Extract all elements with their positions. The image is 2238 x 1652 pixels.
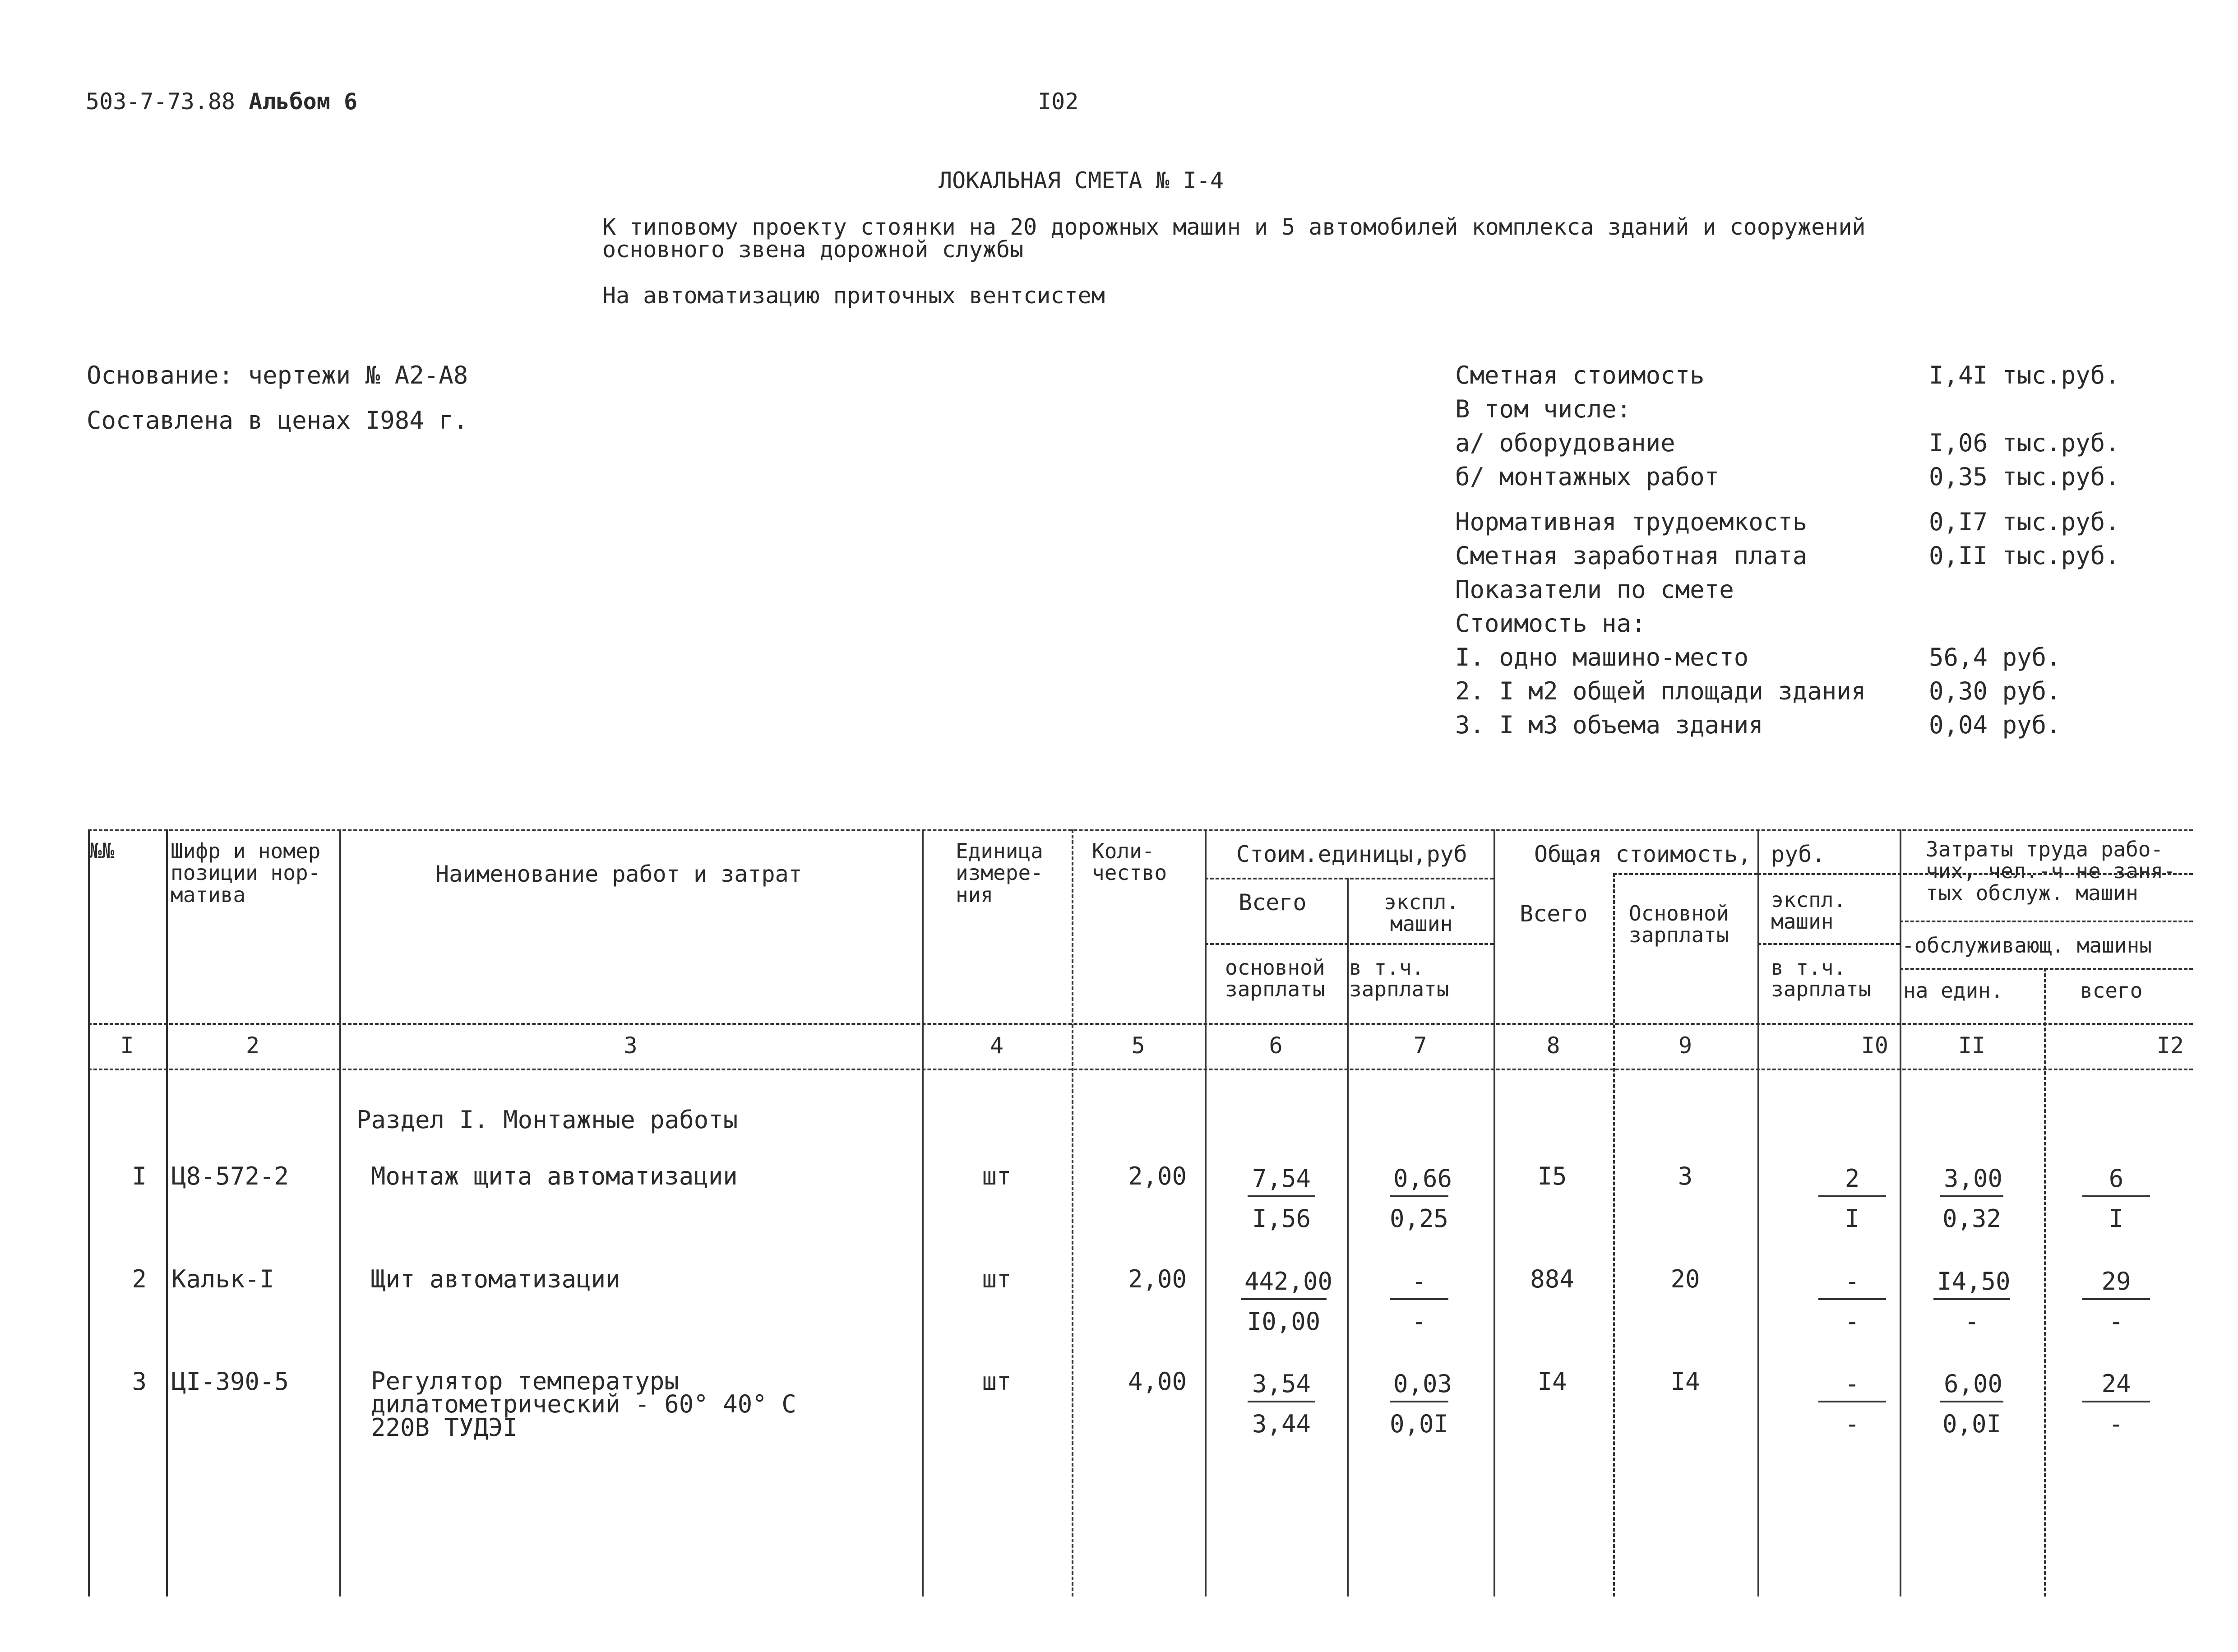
col-number: I2	[2156, 1032, 2184, 1059]
row-unit-expl: $\frac{0,66}{0,25}$	[1390, 1164, 1452, 1233]
summary-value: 0,35 тыс.руб.	[1929, 463, 2120, 491]
col-header-unit-cost: Стоим.единицы,руб	[1236, 841, 1467, 867]
row-total-expl: - -	[1818, 1370, 1886, 1438]
summary-label: Сметная стоимость	[1455, 361, 1705, 389]
table-rule-top	[88, 829, 2193, 831]
col-number: 8	[1546, 1032, 1560, 1059]
row-total-expl: $\frac{2}{I}$	[1818, 1164, 1886, 1233]
row-unit-cost: $\frac{3,54}{3,44}$	[1248, 1370, 1315, 1438]
row-unit-cost: $\frac{442,00}{I0,00}$	[1241, 1267, 1327, 1336]
summary-value: I,4I тыс.руб.	[1929, 361, 2120, 389]
row-name: Монтаж щита автоматизации	[371, 1162, 738, 1190]
table-col-line	[1613, 873, 1615, 1596]
col-number: 7	[1413, 1032, 1427, 1059]
summary-value: 0,I7 тыс.руб.	[1929, 508, 2120, 536]
col-header-unit-expl: экспл. машин	[1383, 890, 1459, 936]
col-header-labor: Затраты труда рабо- чих, чел.-ч не заня- тых обслуж. машин	[1926, 837, 2176, 905]
col-number: 5	[1131, 1032, 1145, 1059]
document-code: 503-7-73.88 Альбом 6	[86, 88, 358, 115]
row-code: Кальк-I	[171, 1265, 274, 1293]
col-header-unit-base-wage: основной зарплаты	[1225, 955, 1325, 1002]
col-number: 4	[990, 1032, 1004, 1059]
table-rule	[1757, 943, 1900, 945]
summary-label: Сметная заработная плата	[1455, 541, 1808, 570]
album-label: Альбом 6	[249, 88, 358, 115]
row-number: 2	[132, 1265, 147, 1293]
row-number: I	[132, 1162, 147, 1190]
table-col-line	[1347, 878, 1349, 1596]
basis-prices: Составлена в ценах I984 г.	[87, 406, 468, 435]
col-number: 3	[624, 1032, 638, 1059]
table-rule	[88, 1069, 2193, 1070]
col-number: I	[120, 1032, 134, 1059]
summary-label: I. одно машино-место	[1455, 643, 1749, 671]
row-labor-total: 24 -	[2082, 1370, 2150, 1438]
summary-label: В том числе:	[1455, 395, 1632, 423]
col-number: 9	[1678, 1032, 1692, 1059]
row-unit: шт	[982, 1367, 1012, 1396]
table-rule	[1900, 921, 2193, 922]
col-header-labor-all: всего	[2080, 978, 2143, 1003]
row-labor-unit: $\frac{6,00}{0,0I}$	[1940, 1370, 2003, 1438]
row-total-wage: I4	[1670, 1367, 1700, 1396]
row-name: Щит автоматизации	[371, 1265, 620, 1293]
row-labor-total: 29 -	[2082, 1267, 2150, 1336]
row-unit-expl: - -	[1390, 1267, 1448, 1336]
table-rule	[1205, 943, 1494, 945]
summary-value: 0,30 руб.	[1929, 677, 2061, 705]
summary-label: а/ оборудование	[1455, 429, 1675, 457]
page-number: I02	[1038, 88, 1079, 115]
row-code: Ц8-572-2	[171, 1162, 289, 1190]
row-unit-expl: $\frac{0,03}{0,0I}$	[1390, 1370, 1452, 1438]
summary-value: 0,04 руб.	[1929, 711, 2061, 739]
table-col-line	[88, 829, 90, 1596]
row-total: I4	[1537, 1367, 1567, 1396]
col-header-total-rub: руб.	[1771, 841, 1826, 867]
col-header-name: Наименование работ и затрат	[435, 861, 802, 887]
summary-label: 3. I м3 объема здания	[1455, 711, 1763, 739]
summary-label: б/ монтажных работ	[1455, 463, 1720, 491]
basis-drawings: Основание: чертежи № А2-А8	[87, 361, 468, 389]
estimate-subject: На автоматизацию приточных вентсистем	[602, 282, 1105, 309]
table-col-line	[1494, 829, 1495, 1596]
table-rule	[1900, 968, 2193, 970]
row-qty: 2,00	[1128, 1162, 1187, 1190]
row-code: ЦI-390-5	[171, 1367, 289, 1396]
project-line-1: К типовому проекту стоянки на 20 дорожных машин и 5 автомобилей комплекса зданий и сооружений	[602, 214, 1866, 240]
table-col-line	[1205, 829, 1207, 1596]
col-number: 2	[245, 1032, 260, 1059]
summary-label: Нормативная трудоемкость	[1455, 508, 1808, 536]
col-header-num: №№	[89, 838, 115, 863]
col-header-labor-service: -обслуживающ. машины	[1902, 933, 2152, 958]
row-labor-unit: $\frac{3,00}{0,32}$	[1940, 1164, 2003, 1233]
col-header-total-expl: экспл. машин	[1771, 888, 1846, 934]
summary-label: Показатели по смете	[1455, 575, 1734, 604]
estimate-title: ЛОКАЛЬНАЯ СМЕТА № I-4	[939, 167, 1224, 194]
table-col-line	[1072, 829, 1073, 1596]
col-header-unit: Единица измере- ния	[956, 839, 1043, 907]
row-name: Регулятор температуры дилатометрический - 60° 40° С 220В ТУДЭI	[371, 1367, 796, 1442]
row-labor-total: $\frac{6}{I}$	[2082, 1164, 2150, 1233]
row-unit: шт	[982, 1162, 1012, 1190]
row-qty: 4,00	[1128, 1367, 1187, 1396]
row-total: I5	[1537, 1162, 1567, 1190]
col-header-total-cost: Общая стоимость,	[1534, 841, 1752, 867]
summary-value: I,06 тыс.руб.	[1929, 429, 2120, 457]
col-header-qty: Коли- чество	[1092, 839, 1167, 885]
table-col-line	[339, 829, 341, 1596]
row-number: 3	[132, 1367, 147, 1396]
project-line-2: основного звена дорожной службы	[602, 236, 1024, 263]
table-col-line	[922, 829, 924, 1596]
row-total: 884	[1530, 1265, 1574, 1293]
row-qty: 2,00	[1128, 1265, 1187, 1293]
col-number: I0	[1861, 1032, 1888, 1059]
section-heading: Раздел I. Монтажные работы	[356, 1106, 738, 1134]
col-header-unit-incl-wage: в т.ч. зарплаты	[1349, 955, 1449, 1002]
col-header-unit-total: Всего	[1239, 889, 1307, 916]
col-header-code: Шифр и номер позиции нор- матива	[171, 839, 321, 907]
col-header-labor-unit: на един.	[1903, 978, 2003, 1003]
col-number: 6	[1269, 1032, 1283, 1059]
table-rule	[88, 1023, 2193, 1025]
col-header-total-all: Всего	[1520, 901, 1588, 927]
table-col-line	[166, 829, 168, 1596]
summary-label: 2. I м2 общей площади здания	[1455, 677, 1866, 705]
table-rule	[1205, 878, 1494, 879]
col-header-total-base-wage: Основной зарплаты	[1629, 901, 1729, 948]
summary-label: Стоимость на:	[1455, 609, 1646, 638]
col-number: II	[1958, 1032, 1986, 1059]
summary-value: 56,4 руб.	[1929, 643, 2061, 671]
row-unit-cost: $\frac{7,54}{I,56}$	[1248, 1164, 1315, 1233]
col-header-total-incl-wage: в т.ч. зарплаты	[1771, 955, 1871, 1002]
row-unit: шт	[982, 1265, 1012, 1293]
table-col-line	[2044, 968, 2046, 1596]
row-labor-unit: I4,50 -	[1933, 1267, 2010, 1336]
table-rule	[1613, 873, 1757, 875]
summary-value: 0,II тыс.руб.	[1929, 541, 2120, 570]
table-col-line	[1900, 829, 1901, 1596]
row-total-wage: 3	[1678, 1162, 1693, 1190]
row-total-expl: - -	[1818, 1267, 1886, 1336]
row-total-wage: 20	[1670, 1265, 1700, 1293]
table-col-line	[1757, 829, 1759, 1596]
